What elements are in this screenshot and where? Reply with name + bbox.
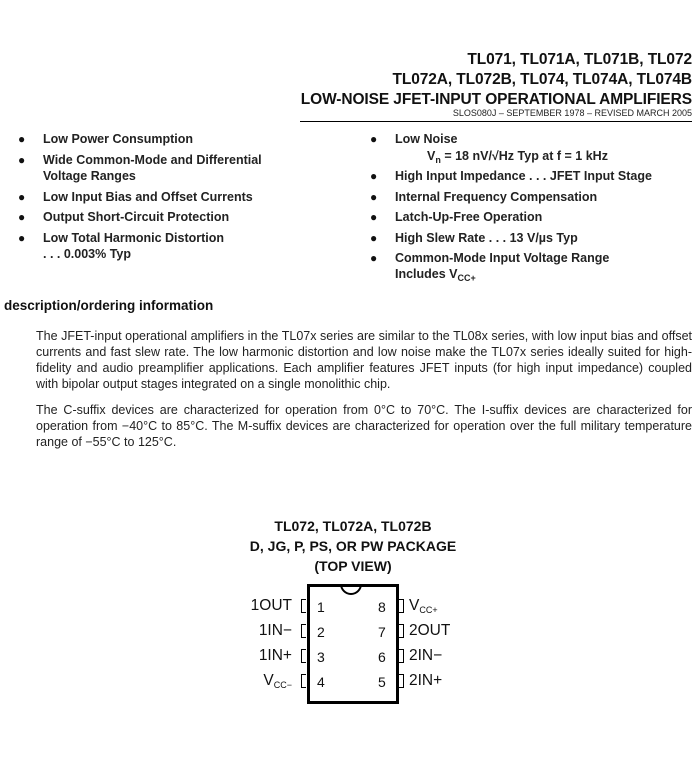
bullet-icon: ● <box>18 210 26 224</box>
pin-label-6-text: 2IN− <box>409 647 443 664</box>
feature-thd-line2: . . . 0.003% Typ <box>43 247 132 261</box>
bullet-icon: ● <box>18 153 26 167</box>
package-title-line1: TL072, TL072A, TL072B <box>274 518 432 534</box>
noise-symbol: V <box>427 149 436 163</box>
section-title: description/ordering information <box>4 298 214 313</box>
package-title-line3: (TOP VIEW) <box>314 558 392 574</box>
pin-label-1 <box>251 597 292 615</box>
pin-label-5 <box>409 672 442 690</box>
package-title-line2: D, JG, P, PS, OR PW PACKAGE <box>249 538 457 554</box>
bullet-icon: ● <box>18 132 26 146</box>
pin-label-8 <box>409 597 438 615</box>
pin1-notch-icon <box>340 584 362 598</box>
feature-low-bias: Low Input Bias and Offset Currents <box>43 190 253 204</box>
pin-number-3: 3 <box>317 649 325 665</box>
feature-low-noise: Low Noise <box>395 132 458 146</box>
cm-range-text: Includes V <box>395 267 458 281</box>
bullet-icon: ● <box>370 231 378 245</box>
pin-number-1: 1 <box>317 599 325 615</box>
bullet-icon: ● <box>18 231 26 245</box>
bullet-icon: ● <box>370 132 378 146</box>
pin-number-7: 7 <box>378 624 386 640</box>
pin-lead-4 <box>301 674 306 688</box>
pin-label-5-text: 2IN+ <box>409 672 443 689</box>
pin-lead-6 <box>399 649 404 663</box>
noise-value: = 18 nV/√Hz Typ at f = 1 kHz <box>444 149 608 163</box>
pin-label-3-text: 1IN+ <box>258 647 292 664</box>
feature-thd <box>43 230 224 262</box>
description-paragraph-2: The C-suffix devices are characterized for operation from 0°C to 70°C. The I-suffix devices are characterized for operation from −40°C to 85°C. The M-suffix devices are characterized for operation over the full military temperature range of −55°C to 125°C. <box>36 403 692 449</box>
pin-number-4: 4 <box>317 674 325 690</box>
pin-label-2-text: 1IN− <box>258 622 292 639</box>
feature-low-power: Low Power Consumption <box>43 132 193 146</box>
pin-lead-8 <box>399 599 404 613</box>
feature-latch-up: Latch-Up-Free Operation <box>395 210 543 224</box>
pin-label-6 <box>409 647 442 665</box>
pin-label-4-text: V <box>263 672 274 689</box>
feature-cm-range-line1: Common-Mode Input Voltage Range <box>395 251 610 265</box>
feature-common-mode-line1: Wide Common-Mode and Differential <box>43 153 262 167</box>
pin-number-8: 8 <box>378 599 386 615</box>
pin-lead-7 <box>399 624 404 638</box>
header-rule <box>300 121 692 122</box>
description-paragraph-1: The JFET-input operational amplifiers in the TL07x series are similar to the TL08x series, with low input bias and offset currents and fast slew rate. The low harmonic distortion and low noise make the TL07x series ideally suited for high-fidelity and audio preamplifier applications. Each amplifier features JFET inputs (for high input impedance) coupled with bipolar output stages integrated on a single monolithic chip. <box>36 329 692 391</box>
header-title-line2: TL072A, TL072B, TL074, TL074A, TL074B <box>392 71 692 88</box>
bullet-icon: ● <box>370 210 378 224</box>
feature-short-circuit: Output Short-Circuit Protection <box>43 210 230 224</box>
pin-label-4-sub: CC− <box>273 680 292 690</box>
pin-label-3 <box>259 647 292 665</box>
pin-lead-5 <box>399 674 404 688</box>
pin-number-6: 6 <box>378 649 386 665</box>
pin-label-2 <box>259 622 292 640</box>
noise-subscript: n <box>435 155 441 165</box>
bullet-icon: ● <box>370 190 378 204</box>
pin-lead-1 <box>301 599 306 613</box>
pin-label-4 <box>263 672 292 690</box>
bullet-icon: ● <box>370 169 378 183</box>
pin-number-5: 5 <box>378 674 386 690</box>
pin-label-7 <box>409 622 450 640</box>
pin-number-2: 2 <box>317 624 325 640</box>
pin-label-1-text: 1OUT <box>250 597 292 614</box>
feature-slew-rate: High Slew Rate . . . 13 V/µs Typ <box>395 231 578 245</box>
header-title-line1: TL071, TL071A, TL071B, TL072 <box>467 51 692 68</box>
feature-cm-range-line2 <box>395 266 609 286</box>
document-number: SLOS080J – SEPTEMBER 1978 – REVISED MARCH 2005 <box>452 108 692 118</box>
pin-lead-3 <box>301 649 306 663</box>
bullet-icon: ● <box>370 251 378 265</box>
feature-noise-spec <box>427 148 608 168</box>
pin-label-8-sub: CC+ <box>419 605 438 615</box>
header-title-line3: LOW-NOISE JFET-INPUT OPERATIONAL AMPLIFIERS <box>300 91 692 108</box>
feature-thd-line1: Low Total Harmonic Distortion <box>43 231 225 245</box>
feature-common-mode <box>43 152 262 184</box>
pin-lead-2 <box>301 624 306 638</box>
bullet-icon: ● <box>18 190 26 204</box>
feature-common-mode-line2: Voltage Ranges <box>43 169 136 183</box>
feature-freq-comp: Internal Frequency Compensation <box>395 190 598 204</box>
pin-label-8-text: V <box>409 597 420 614</box>
pin-label-7-text: 2OUT <box>409 622 451 639</box>
feature-high-impedance: High Input Impedance . . . JFET Input Stage <box>395 169 652 183</box>
feature-cm-range <box>395 250 609 286</box>
cm-range-subscript: CC+ <box>457 273 476 283</box>
